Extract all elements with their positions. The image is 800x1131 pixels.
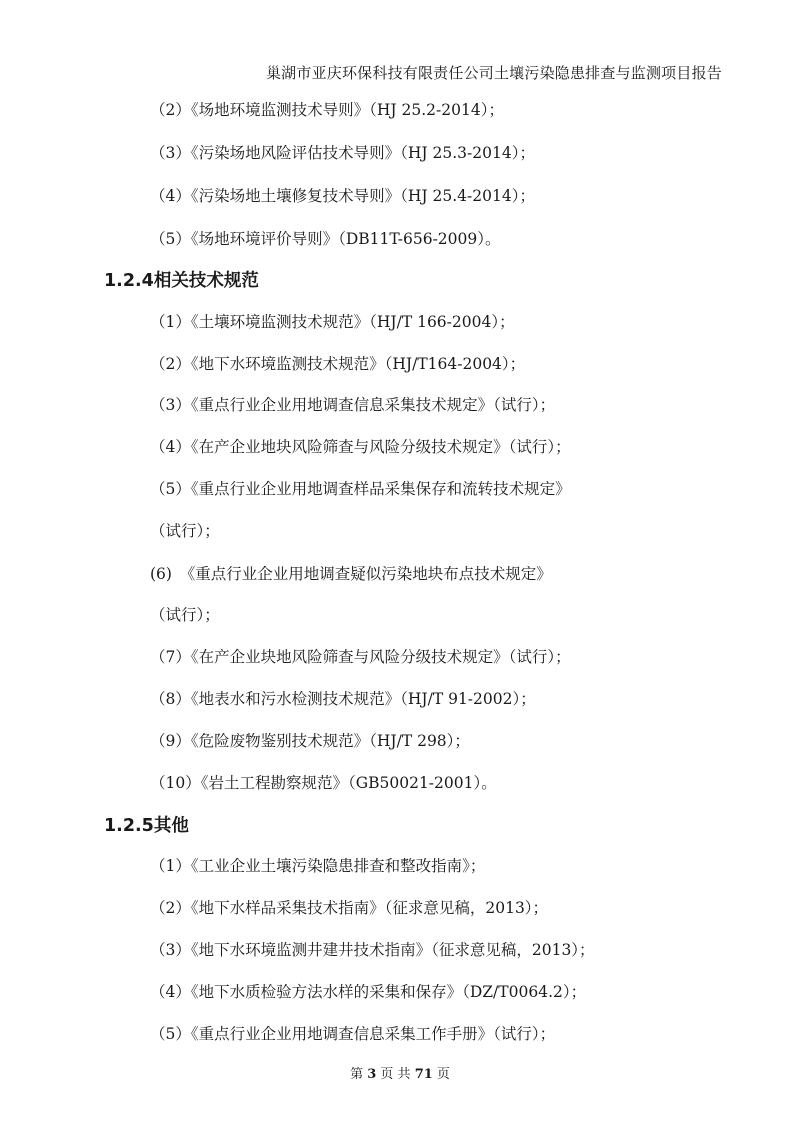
list-item: （2）《场地环境监测技术导则》（HJ 25.2-2014）； [150, 101, 504, 119]
list-item: （7）《在产企业块地风险筛查与风险分级技术规定》（试行）； [150, 648, 571, 666]
list-item: （2）《地下水样品采集技术指南》（征求意见稿，2013）； [150, 899, 549, 917]
page-total: 71 [414, 1067, 433, 1082]
list-item-continuation: （试行）； [150, 606, 220, 624]
list-item: （9）《危险废物鉴别技术规范》（HJ/T 298）； [150, 732, 470, 750]
page-number: 3 [367, 1067, 377, 1082]
footer-suffix: 页 [436, 1067, 450, 1082]
list-item: （10）《岩土工程勘察规范》（GB50021-2001）。 [150, 774, 497, 792]
list-item: (6) 《重点行业企业用地调查疑似污染地块布点技术规定》 [150, 565, 552, 583]
page-footer [0, 1063, 800, 1082]
list-item: （3）《重点行业企业用地调查信息采集技术规定》（试行）； [150, 396, 556, 414]
section-heading-1-2-4: 1.2.4相关技术规范 [104, 271, 259, 291]
list-item: （4）《在产企业地块风险筛查与风险分级技术规定》（试行）； [150, 438, 571, 456]
list-item: （3）《地下水环境监测井建井技术指南》（征求意见稿，2013）； [150, 941, 595, 959]
footer-prefix: 第 [350, 1067, 364, 1082]
list-item: （1）《工业企业土壤污染隐患排查和整改指南》； [150, 857, 486, 875]
list-item: （1）《土壤环境监测技术规范》（HJ/T 166-2004）； [150, 313, 515, 331]
list-item: （2）《地下水环境监测技术规范》（HJ/T164-2004）； [150, 355, 526, 373]
footer-mid: 页 共 [380, 1067, 411, 1082]
list-item-continuation: （试行）； [150, 522, 220, 540]
list-item: （5）《场地环境评价导则》（DB11T-656-2009）。 [150, 230, 501, 248]
list-item: （5）《重点行业企业用地调查样品采集保存和流转技术规定》 [150, 480, 571, 498]
section-heading-1-2-5: 1.2.5其他 [104, 816, 189, 836]
list-item: （4）《地下水质检验方法水样的采集和保存》（DZ/T0064.2）； [150, 983, 587, 1001]
report-header: 巢湖市亚庆环保科技有限责任公司土壤污染隐患排查与监测项目报告 [265, 64, 722, 82]
list-item: （4）《污染场地土壤修复技术导则》（HJ 25.4-2014）； [150, 187, 535, 205]
list-item: （3）《污染场地风险评估技术导则》（HJ 25.3-2014）； [150, 144, 535, 162]
list-item: （5）《重点行业企业用地调查信息采集工作手册》（试行）； [150, 1025, 556, 1043]
list-item: （8）《地表水和污水检测技术规范》（HJ/T 91-2002）； [150, 690, 536, 708]
